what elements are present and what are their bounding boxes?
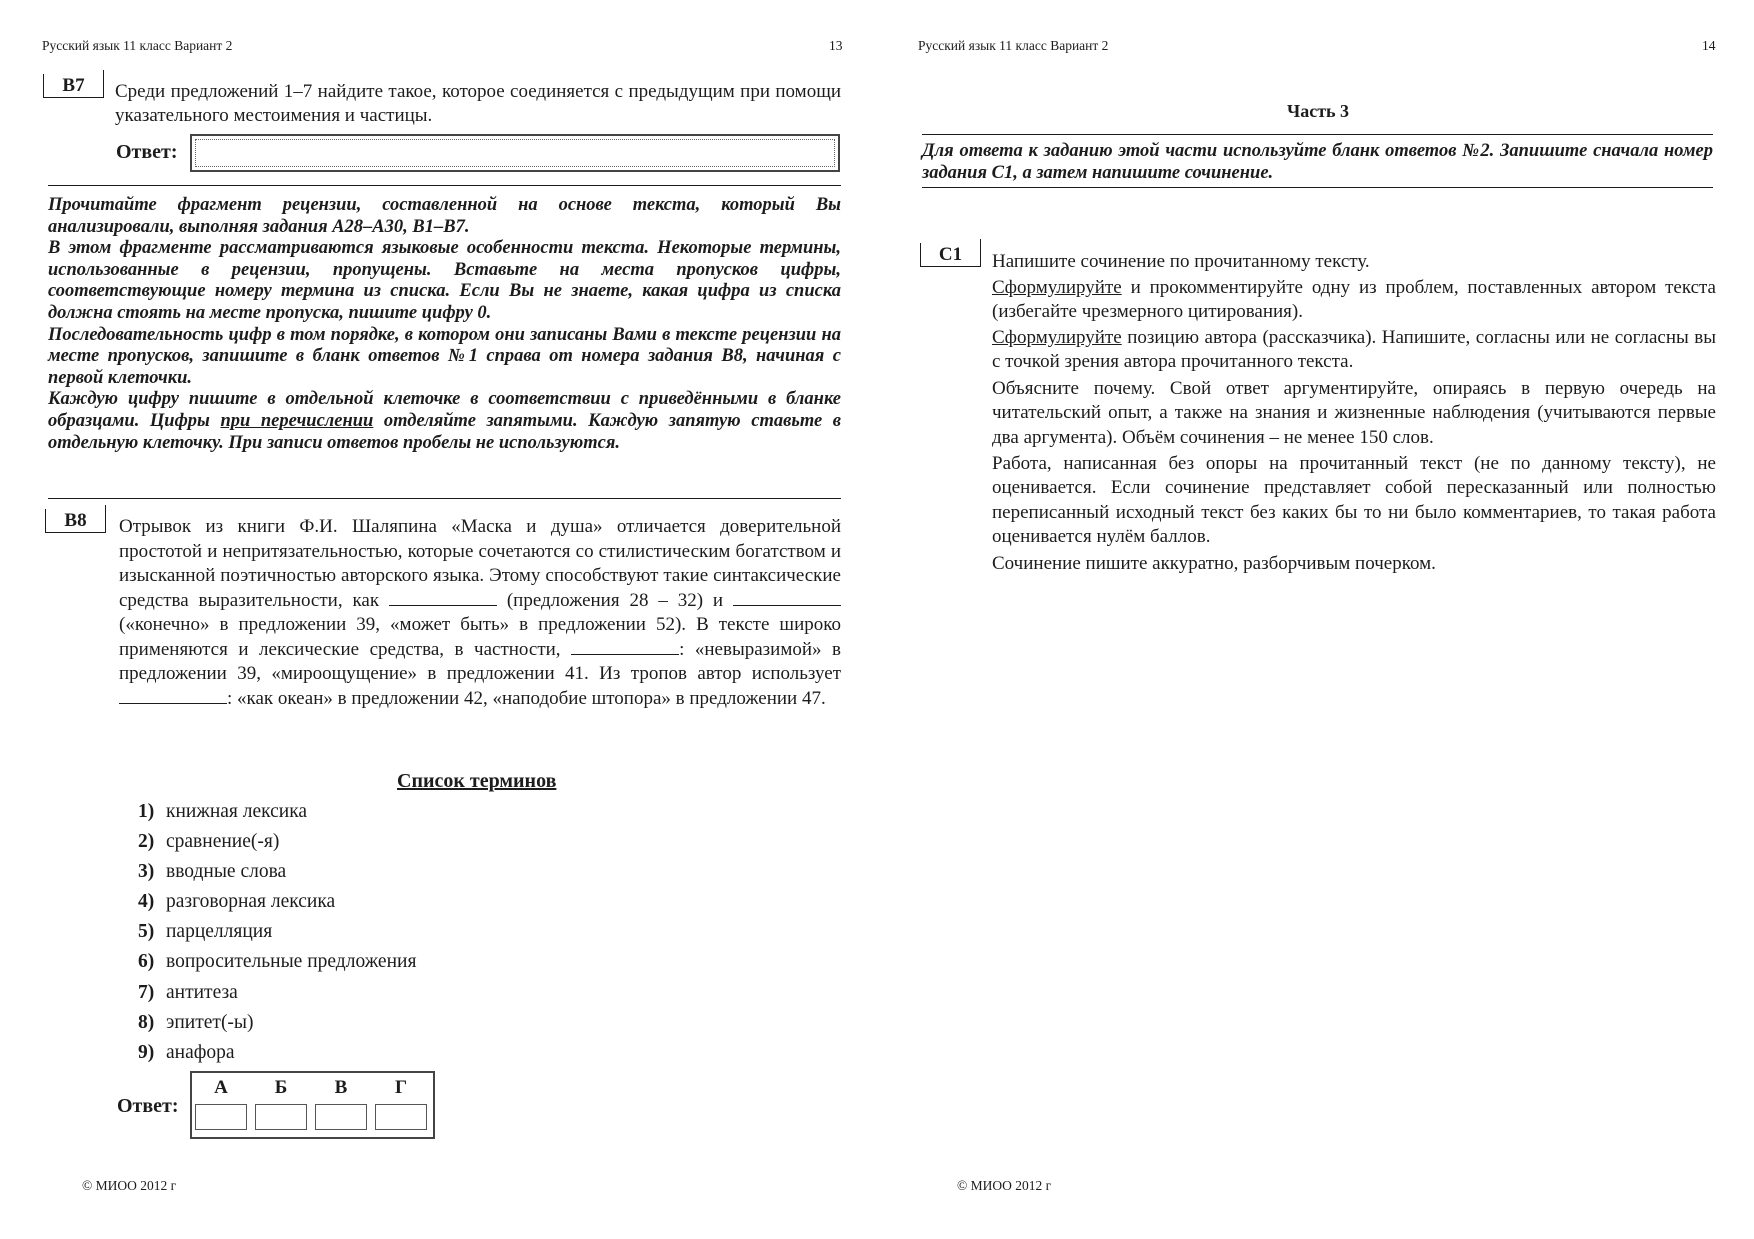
page-header-title: Русский язык 11 класс Вариант 2 [42,38,233,53]
divider [48,498,841,499]
grid-col-b: Б [274,1077,288,1098]
c1-underline-1: Сформулируйте [992,277,1122,298]
instructions-block [48,195,841,454]
c1-underline-2: Сформулируйте [992,327,1122,348]
term-item: 7) антитеза [138,982,238,1003]
c1-paragraph-2: Сформулируйте и прокомментируйте одну из проблем, поставленных автором текста (избегайте чрезмерного цитирования). [992,277,1716,323]
term-item: 9) анафора [138,1042,235,1063]
instructions-p4: Каждую цифру пишите в отдельной клеточке в соответствии с приведёнными в бланке образцами. Цифры при перечислении отделяйте запятыми. Каждую запятую ставьте в отдельную клеточку. При записи ответов пробелы не используются. [48,389,841,453]
task-label-b7: В7 [43,74,104,98]
task-label-c1: С1 [920,243,981,267]
grid-col-g: Г [394,1077,408,1098]
grid-col-a: А [214,1077,228,1098]
gap-a [389,589,497,606]
instructions-p2: В этом фрагменте рассматриваются языковые особенности текста. Некоторые термины, использованные в рецензии, пропущены. Вставьте на места пропусков цифры, соответствующие номеру термина из списка. Если Вы не знаете, какая цифра из списка должна стоять на месте пропуска, пишите цифру 0. [48,238,841,323]
b7-answer-label: Ответ: [116,141,178,163]
part-title: Часть 3 [1287,101,1350,121]
c1-paragraph-6: Сочинение пишите аккуратно, разборчивым почерком. [992,553,1436,574]
page-header-title: Русский язык 11 класс Вариант 2 [918,38,1109,53]
divider [922,134,1713,135]
c1-line1: Напишите сочинение по прочитанному тексту. [992,251,1370,272]
term-item: 2) сравнение(-я) [138,831,280,852]
gap-c [571,638,679,655]
b8-answer-label: Ответ: [117,1095,179,1117]
answer-cell-g[interactable] [375,1104,427,1130]
gap-b [733,589,841,606]
b7-answer-field[interactable] [190,134,840,172]
term-item: 8) эпитет(-ы) [138,1012,254,1033]
page-number: 14 [1702,38,1716,53]
instructions-underline: при перечислении [220,410,374,431]
page-number: 13 [829,38,843,53]
part-instruction: Для ответа к заданию этой части используйте бланк ответов №2. Запишите сначала номер задания С1, а затем напишите сочинение. [922,141,1713,183]
task-label-b8: В8 [45,509,106,533]
c1-paragraph-5: Работа, написанная без опоры на прочитанный текст (не по данному тексту), не оценивается. Если сочинение представляет собой пересказанный или полностью переписанный исходный текст без каких бы то ни было комментариев, то такая работа оценивается нулём баллов. [992,453,1716,548]
answer-cell-v[interactable] [315,1104,367,1130]
answer-cell-a[interactable] [195,1104,247,1130]
answer-cell-b[interactable] [255,1104,307,1130]
term-item: 6) вопросительные предложения [138,951,417,972]
instructions-p1: Прочитайте фрагмент рецензии, составленной на основе текста, который Вы анализировали, выполняя задания А28–А30, В1–В7. [48,195,841,237]
page-footer: © МИОО 2012 г [82,1178,177,1193]
terms-title: Список терминов [397,770,557,792]
instructions-p3: Последовательность цифр в том порядке, в котором они записаны Вами в тексте рецензии на месте пропусков, запишите в бланк ответов №1 справа от номера задания В8, начиная с первой клеточки. [48,324,841,388]
c1-paragraph-4: Объясните почему. Свой ответ аргументируйте, опираясь в первую очередь на читательский опыт, а также на знания и жизненные наблюдения (учитываются первые два аргумента). Объём сочинения – не менее 150 слов. [992,378,1716,448]
gap-d [119,687,227,704]
term-item: 5) парцелляция [138,921,273,942]
b8-review-text: Отрывок из книги Ф.И. Шаляпина «Маска и душа» отличается доверительной простотой и непритязательностью, которые сочетаются со стилистическим богатством и изысканной поэтичностью авторского языка. Этому способствуют такие синтаксические средства выразительности, как (предложения 28 – 32) и («конечно» в предложении 39, «может быть» в предложении 52). В тексте широко применяются и лексические средства, в частности, : «невыразимой» в предложении 39, «мироощущение» в предложении 41. Из тропов автор использует : «как океан» в предложении 42, «наподобие штопора» в предложении 47. [119,516,842,709]
b7-question: Среди предложений 1–7 найдите такое, которое соединяется с предыдущим при помощи указательного местоимения и частицы. [115,81,841,127]
divider [922,187,1713,188]
term-item: 1) книжная лексика [138,801,308,822]
grid-col-v: В [334,1077,348,1098]
b8-answer-grid [190,1071,435,1139]
divider [48,185,841,186]
page-footer: © МИОО 2012 г [957,1178,1052,1193]
c1-paragraph-3: Сформулируйте позицию автора (рассказчика). Напишите, согласны или не согласны вы с точкой зрения автора прочитанного текста. [992,327,1716,373]
term-item: 3) вводные слова [138,861,287,882]
term-item: 4) разговорная лексика [138,891,336,912]
right-page [877,0,1754,1239]
